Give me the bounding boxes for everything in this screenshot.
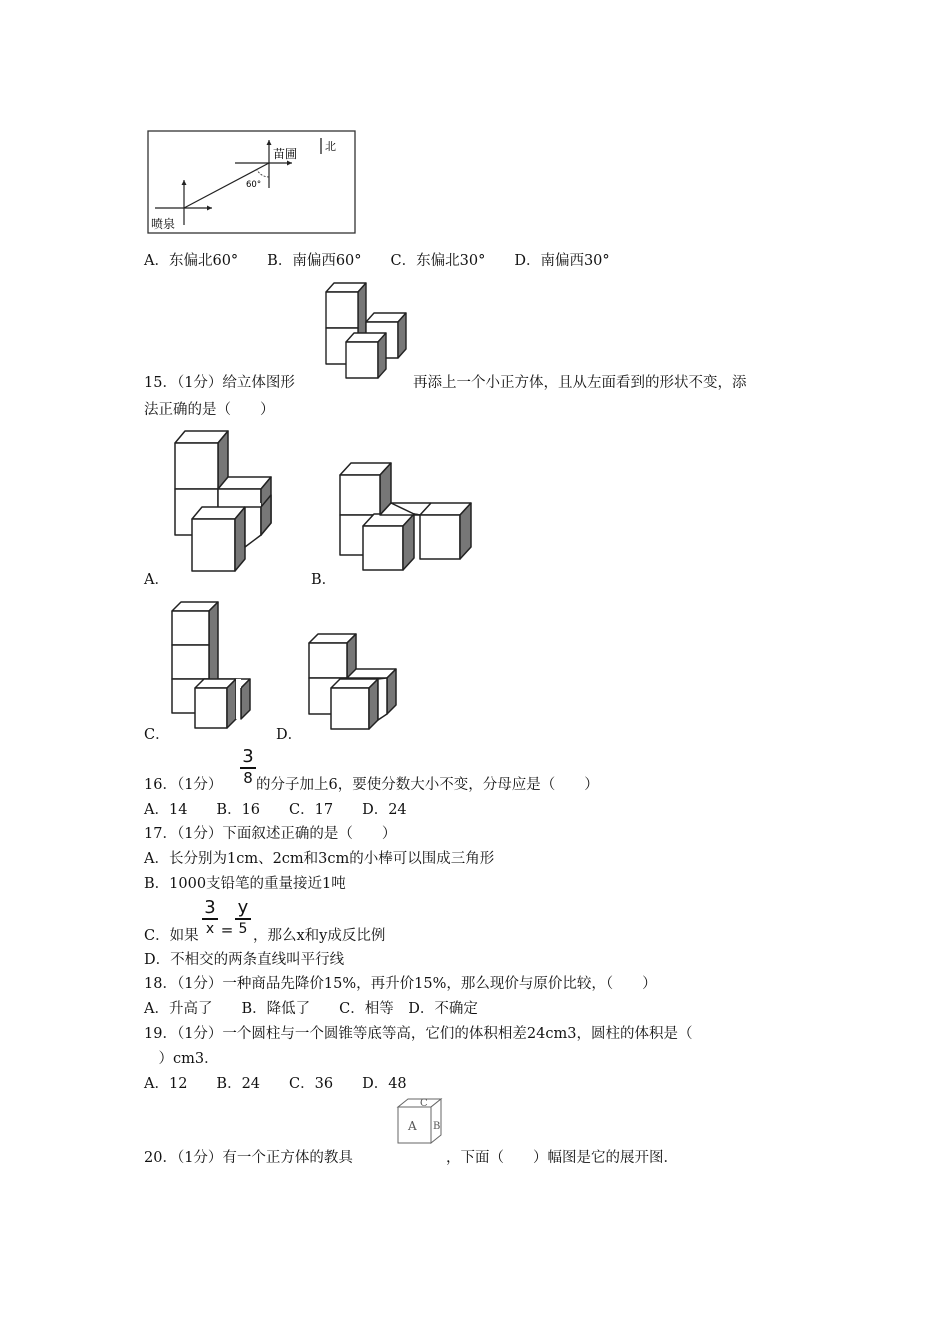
q16-frac-denominator: 8 bbox=[243, 769, 253, 787]
q16-frac-numerator: 3 bbox=[242, 746, 254, 767]
q15-option-d-cubes bbox=[305, 630, 405, 735]
q19-options: A．12 B．24 C．36 D．48 bbox=[144, 1076, 407, 1092]
q17-frac2-denominator: 5 bbox=[238, 921, 248, 937]
q17-frac1-numerator: 3 bbox=[204, 897, 216, 918]
q17-equals: = bbox=[220, 921, 234, 939]
q15-option-b-cubes bbox=[335, 460, 485, 575]
q17-frac1-denominator: x bbox=[205, 921, 215, 937]
cube-face-top: C bbox=[420, 1098, 428, 1109]
q15-option-c-cubes bbox=[167, 598, 257, 733]
cube-face-right: B bbox=[433, 1121, 441, 1132]
q15-stem-cubes bbox=[322, 280, 412, 380]
q20-cube-teaching-aid bbox=[395, 1097, 450, 1147]
q17-option-a: A．长分别为1cm、2cm和3cm的小棒可以围成三角形 bbox=[144, 851, 495, 867]
q15-option-a-cubes bbox=[170, 425, 285, 575]
north-label: 北 bbox=[325, 140, 336, 153]
compass-figure bbox=[147, 130, 357, 235]
q18-stem: 18．（1分）一种商品先降价15%，再升价15%，那么现价与原价比较，（ ） bbox=[144, 976, 657, 992]
q15-label-d: D． bbox=[276, 727, 303, 743]
q16-stem-pre: 16．（1分） bbox=[144, 777, 223, 793]
q19-stem-line2: ）cm3． bbox=[144, 1051, 219, 1067]
q20-stem-post: ，下面（ ）幅图是它的展开图． bbox=[446, 1150, 678, 1166]
q15-stem-pre: 15．（1分）给立体图形 bbox=[144, 375, 295, 391]
q17-option-b: B．1000支铅笔的重量接近1吨 bbox=[144, 876, 346, 892]
angle-label: 60° bbox=[246, 180, 262, 190]
q17-option-c-post: ，那么x和y成反比例 bbox=[253, 928, 386, 944]
cube-face-front: A bbox=[408, 1119, 417, 1133]
q18-options: A．升高了 B．降低了 C．相等 D．不确定 bbox=[144, 1001, 478, 1017]
q15-label-c: C． bbox=[144, 727, 170, 743]
fountain-label: 喷泉 bbox=[151, 217, 176, 231]
garden-label: 苗圃 bbox=[273, 147, 298, 161]
q14-options: A．东偏北60° B．南偏西60° C．东偏北30° D．南偏西30° bbox=[144, 253, 610, 269]
q15-label-a: A． bbox=[144, 572, 169, 588]
q17-option-d: D．不相交的两条直线叫平行线 bbox=[144, 952, 345, 968]
q17-option-c-pre: C．如果 bbox=[144, 928, 199, 944]
q17-stem: 17．（1分）下面叙述正确的是（ ） bbox=[144, 826, 397, 842]
q15-stem-post: 再添上一个小正方体，且从左面看到的形状不变，添 bbox=[413, 375, 747, 391]
q17-frac2-numerator: y bbox=[237, 897, 249, 918]
q19-stem: 19．（1分）一个圆柱与一个圆锥等底等高，它们的体积相差24cm3，圆柱的体积是（ bbox=[144, 1026, 693, 1042]
q16-options: A．14 B．16 C．17 D．24 bbox=[144, 802, 407, 818]
q15-label-b: B． bbox=[311, 572, 337, 588]
q16-stem-post: 的分子加上6，要使分数大小不变，分母应是（ ） bbox=[256, 777, 599, 793]
q20-stem-pre: 20．（1分）有一个正方体的教具 bbox=[144, 1150, 353, 1166]
q15-stem-line2: 法正确的是（ ） bbox=[144, 402, 275, 418]
